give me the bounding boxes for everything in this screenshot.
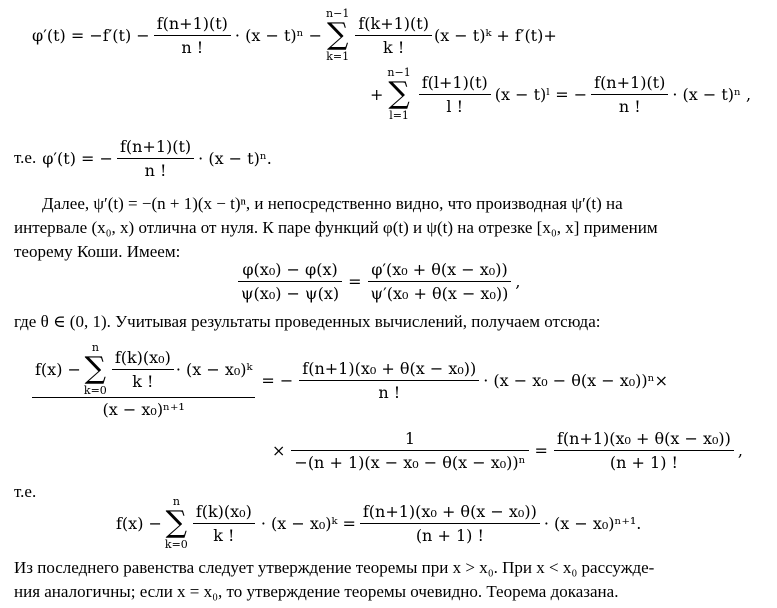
eq3-right-denominator: ψ′(x₀ + θ(x − x₀)) — [368, 281, 512, 303]
eq1-sum-fraction-denominator: k ! — [355, 35, 432, 57]
eq1b-fraction — [591, 73, 668, 116]
eq4b-fraction-2-denominator: (n + 1) ! — [554, 450, 734, 472]
eq1-lhs: φ′(t) = −f′(t) − — [32, 25, 150, 45]
eq5-sum-bottom: k=0 — [164, 538, 188, 551]
eq1b-tail: · (x − t)ⁿ , — [672, 84, 752, 104]
eq1-sum-bottom: k=1 — [326, 50, 350, 63]
paragraph-1-line-3: теорему Коши. Имеем: — [14, 242, 181, 261]
eq1-sum — [326, 7, 349, 63]
eq1-sum-fraction-numerator: f(k+1)(t) — [358, 13, 429, 33]
eq5-fraction — [360, 502, 540, 545]
eq4-inner-numerator: f(k)(x₀) — [114, 347, 171, 367]
eq5-inner-numerator: f(k)(x₀) — [195, 501, 252, 521]
eq1b-sum-fraction-denominator: l ! — [419, 94, 491, 116]
paragraph-3: т.е. — [14, 482, 37, 501]
eq3-equals: = — [348, 271, 362, 291]
eq4-tail: · (x − x₀ − θ(x − x₀))ⁿ× — [483, 370, 668, 390]
eq4-fraction-denominator: n ! — [299, 380, 479, 402]
eq3-left-denominator: ψ(x₀) − ψ(x) — [238, 281, 342, 303]
eq4-big-fraction — [32, 341, 255, 419]
eq3-left-fraction — [238, 260, 342, 303]
eq5-inner-denominator: k ! — [193, 523, 255, 545]
eq2-fraction-denominator: n ! — [117, 158, 194, 180]
eq1-fraction-numerator: f(n+1)(t) — [156, 13, 228, 33]
eq5-mid: · (x − x₀)ᵏ = — [260, 513, 356, 533]
eq4b-equals: = — [534, 440, 548, 460]
eq4-fraction-numerator: f(n+1)(x₀ + θ(x − x₀)) — [302, 358, 477, 378]
eq4b-fraction-2 — [554, 429, 734, 472]
eq4-inner-denominator: k ! — [112, 369, 174, 391]
eq1-fraction-denominator: n ! — [154, 35, 231, 57]
eq5-tail: · (x − x₀)ⁿ⁺¹. — [543, 513, 642, 533]
equation-4-line-1 — [32, 340, 668, 420]
eq4-sum-bottom: k=0 — [83, 384, 107, 397]
eq4b-fraction-1-denominator: −(n + 1)(x − x₀ − θ(x − x₀))ⁿ — [291, 450, 528, 472]
eq5-fraction-denominator: (n + 1) ! — [360, 523, 540, 545]
eq5-lead: f(x) − — [116, 513, 162, 533]
sum-symbol: ∑ — [388, 76, 410, 111]
eq3-tail: , — [515, 271, 521, 291]
eq2-tail: · (x − t)ⁿ. — [198, 148, 272, 168]
eq1b-mid: (x − t)ˡ = − — [494, 84, 588, 104]
eq3-right-numerator: φ′(x₀ + θ(x − x₀)) — [371, 259, 508, 279]
eq5-sum-top: n — [172, 495, 180, 508]
eq4-sum — [84, 341, 107, 397]
equation-3 — [238, 256, 520, 306]
eq5-inner-fraction — [193, 502, 255, 545]
eq4b-fraction-1-numerator: 1 — [404, 428, 416, 448]
eq2-prefix: т.е. — [14, 148, 37, 167]
sum-symbol: ∑ — [326, 17, 349, 52]
paragraph-4-line-2: ния аналогичны; если x = x₀, то утверждение теоремы очевидно. Теорема доказана. — [14, 582, 619, 601]
eq4-inner-fraction — [112, 348, 174, 391]
eq4b-fraction-2-numerator: f(n+1)(x₀ + θ(x − x₀)) — [556, 428, 731, 448]
sum-symbol: ∑ — [84, 351, 107, 386]
eq1b-fraction-denominator: n ! — [591, 94, 668, 116]
paragraph-2: где θ ∈ (0, 1). Учитывая результаты проведенных вычислений, получаем отсюда: — [14, 312, 601, 331]
equation-1-line-1 — [32, 7, 557, 63]
eq1b-sum-bottom: l=1 — [389, 109, 409, 122]
eq3-left-numerator: φ(x₀) − φ(x) — [242, 259, 338, 279]
eq5-sum — [165, 495, 188, 551]
eq4-sum-top: n — [91, 341, 99, 354]
sum-symbol: ∑ — [165, 505, 188, 540]
eq4-big-numerator — [32, 341, 255, 397]
eq1b-fraction-numerator: f(n+1)(t) — [594, 72, 666, 92]
eq1b-sum-fraction-numerator: f(l+1)(t) — [421, 72, 488, 92]
eq1-sum-top: n−1 — [326, 7, 350, 20]
eq1b-sum-top: n−1 — [387, 66, 411, 79]
eq1-after-fraction: · (x − t)ⁿ − — [234, 25, 323, 45]
paragraph-4-line-1: Из последнего равенства следует утверждение теоремы при x > x₀. При x < x₀ рассужде- — [14, 558, 655, 577]
eq1b-sum — [387, 66, 410, 122]
eq2-lhs: φ′(t) = − — [42, 148, 113, 168]
eq4-mid: = − — [261, 370, 294, 390]
equation-5 — [116, 494, 641, 552]
eq4-fraction — [299, 359, 479, 402]
eq1-fraction — [154, 14, 231, 57]
eq4-big-denominator: (x − x₀)ⁿ⁺¹ — [32, 397, 255, 419]
eq3-right-fraction — [368, 260, 512, 303]
eq4-num-lead: f(x) − — [35, 359, 81, 379]
eq5-fraction-numerator: f(n+1)(x₀ + θ(x − x₀)) — [362, 501, 537, 521]
eq1-sum-fraction — [355, 14, 432, 57]
eq2-fraction — [117, 137, 194, 180]
eq2-fraction-numerator: f(n+1)(t) — [119, 136, 192, 156]
eq4-num-tail: · (x − x₀)ᵏ — [175, 359, 253, 379]
eq1-tail: (x − t)ᵏ + f′(t)+ — [433, 25, 557, 45]
paragraph-1-line-2: интервале (x₀, x) отлична от нуля. К паре функций φ(t) и ψ(t) на отрезке [x₀, x] применим — [14, 218, 658, 237]
eq4b-lead: × — [272, 440, 286, 460]
eq1b-sum-fraction — [419, 73, 491, 116]
eq1b-lead: + — [370, 84, 384, 104]
equation-4-line-2 — [272, 424, 743, 476]
paragraph-1-line-1: Далее, ψ′(t) = −(n + 1)(x − t)ⁿ, и непосредственно видно, что производная ψ′(t) на — [42, 194, 623, 213]
eq4b-fraction-1 — [291, 429, 528, 472]
equation-1-line-2 — [370, 66, 751, 122]
eq4b-tail: , — [737, 440, 743, 460]
equation-2 — [14, 134, 272, 182]
